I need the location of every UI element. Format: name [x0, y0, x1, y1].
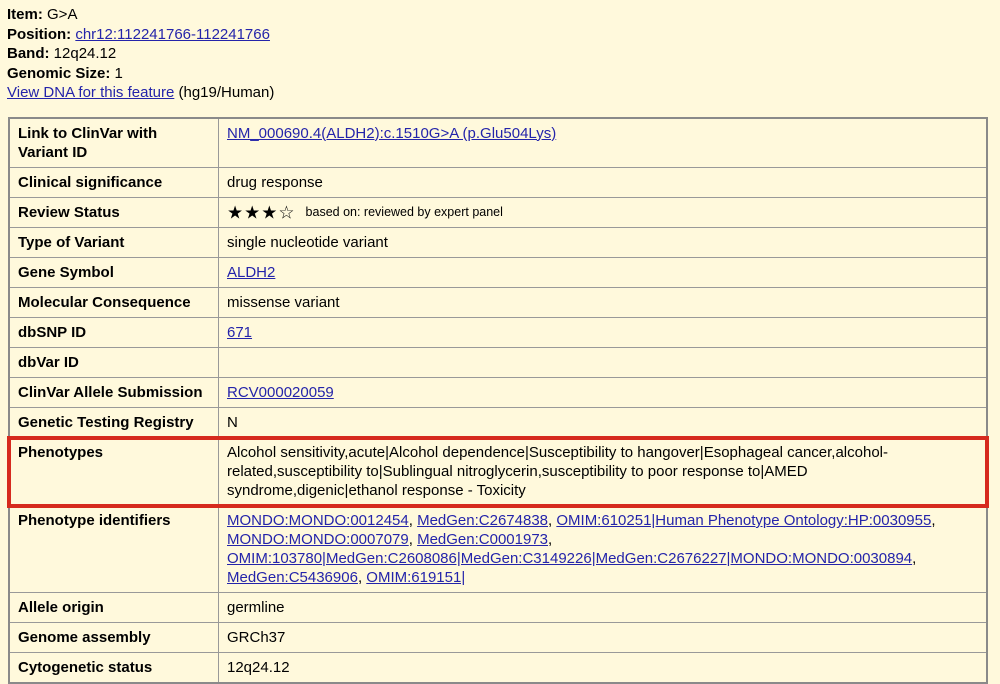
view-dna-line: [7, 83, 1000, 103]
row-value: germline: [219, 593, 988, 623]
row-label: Clinical significance: [9, 167, 219, 197]
genomic-size-label: Genomic Size:: [7, 65, 110, 82]
row-value: [219, 258, 988, 288]
row-value: [219, 378, 988, 408]
row-value: GRCh37: [219, 623, 988, 653]
table-row-phenotypes: [9, 438, 987, 506]
table-row-gene-symbol: [9, 258, 987, 288]
position-link[interactable]: chr12:112241766-112241766: [75, 26, 270, 43]
table-row-dbvar-id: [9, 348, 987, 378]
row-label: Cytogenetic status: [9, 653, 219, 684]
item-label: Item:: [7, 6, 43, 23]
row-label: dbVar ID: [9, 348, 219, 378]
table-row-allele-origin: [9, 593, 987, 623]
row-label: Allele origin: [9, 593, 219, 623]
review-status-note: based on: reviewed by expert panel: [306, 205, 503, 219]
value-link[interactable]: 671: [227, 324, 252, 341]
table-row-dbsnp-id: [9, 318, 987, 348]
position-line: [7, 25, 1000, 45]
row-value: N: [219, 408, 988, 438]
row-label: Gene Symbol: [9, 258, 219, 288]
table-row-type-of-variant: [9, 228, 987, 258]
value-link[interactable]: NM_000690.4(ALDH2):c.1510G>A (p.Glu504Lys): [227, 125, 556, 142]
table-row-phenotype-identifiers: [9, 506, 987, 593]
table-row-molecular-consequence: [9, 288, 987, 318]
clinvar-details-table: [8, 117, 988, 684]
review-status-stars: ★★★☆: [227, 202, 296, 222]
row-label: Review Status: [9, 197, 219, 228]
row-label: Phenotypes: [9, 438, 219, 506]
view-dna-link[interactable]: View DNA for this feature: [7, 84, 174, 101]
table-row-cytogenetic-status: [9, 653, 987, 684]
item-line: [7, 5, 1000, 25]
row-value: [219, 118, 988, 168]
band-line: [7, 44, 1000, 64]
row-label: Type of Variant: [9, 228, 219, 258]
table-row-clinical-significance: [9, 167, 987, 197]
phenotype-identifier-link[interactable]: OMIM:103780|MedGen:C2608086|MedGen:C3149226|MedGen:C2676227|MONDO:MONDO:0030894: [227, 550, 912, 567]
table-row-clinvar-allele-submission: [9, 378, 987, 408]
row-label: Phenotype identifiers: [9, 506, 219, 593]
table-row-genome-assembly: [9, 623, 987, 653]
phenotype-identifier-link[interactable]: MONDO:MONDO:0007079: [227, 531, 409, 548]
assembly-note: (hg19/Human): [178, 84, 274, 101]
row-value: drug response: [219, 167, 988, 197]
row-label: Molecular Consequence: [9, 288, 219, 318]
value-link[interactable]: RCV000020059: [227, 384, 334, 401]
phenotype-identifier-link[interactable]: OMIM:619151|: [366, 569, 465, 586]
row-label: Link to ClinVar with Variant ID: [9, 118, 219, 168]
row-label: Genome assembly: [9, 623, 219, 653]
table-row-genetic-testing-registry: [9, 408, 987, 438]
genomic-size-value: 1: [115, 65, 123, 82]
phenotype-identifier-link[interactable]: MedGen:C5436906: [227, 569, 358, 586]
value-link[interactable]: ALDH2: [227, 264, 275, 281]
row-value: [219, 197, 988, 228]
row-value: single nucleotide variant: [219, 228, 988, 258]
row-label: dbSNP ID: [9, 318, 219, 348]
table-row-review-status: [9, 197, 987, 228]
feature-header: [0, 0, 1000, 103]
position-label: Position:: [7, 26, 71, 43]
band-label: Band:: [7, 45, 50, 62]
row-value: [219, 348, 988, 378]
row-label: ClinVar Allele Submission: [9, 378, 219, 408]
phenotype-identifier-link[interactable]: MedGen:C0001973: [417, 531, 548, 548]
row-value: Alcohol sensitivity,acute|Alcohol dependence|Susceptibility to hangover|Esophageal cancer,alcohol-related,susceptibility to|Sublingual nitroglycerin,susceptibility to poor response to|AMED syndrome,digenic|ethanol response - Toxicity: [219, 438, 988, 506]
table-row-link-to-clinvar-with-variant-id: [9, 118, 987, 168]
row-value: missense variant: [219, 288, 988, 318]
row-label: Genetic Testing Registry: [9, 408, 219, 438]
genomic-size-line: [7, 64, 1000, 84]
details-table-body: [9, 118, 987, 684]
row-value: 12q24.12: [219, 653, 988, 684]
band-value: 12q24.12: [54, 45, 117, 62]
phenotype-identifier-link[interactable]: MONDO:MONDO:0012454: [227, 512, 409, 529]
item-value: G>A: [47, 6, 77, 23]
phenotype-identifier-link[interactable]: MedGen:C2674838: [417, 512, 548, 529]
phenotype-identifier-link[interactable]: OMIM:610251|Human Phenotype Ontology:HP:0030955: [556, 512, 931, 529]
row-value: MONDO:MONDO:0012454, MedGen:C2674838, OMIM:610251|Human Phenotype Ontology:HP:0030955, MONDO:MONDO:0007079, MedGen:C0001973, OMIM:103780|MedGen:C2608086|MedGen:C3149226|MedGen:C2676227|MONDO:MONDO:0030894, MedGen:C5436906, OMIM:619151|: [219, 506, 988, 593]
row-value: [219, 318, 988, 348]
